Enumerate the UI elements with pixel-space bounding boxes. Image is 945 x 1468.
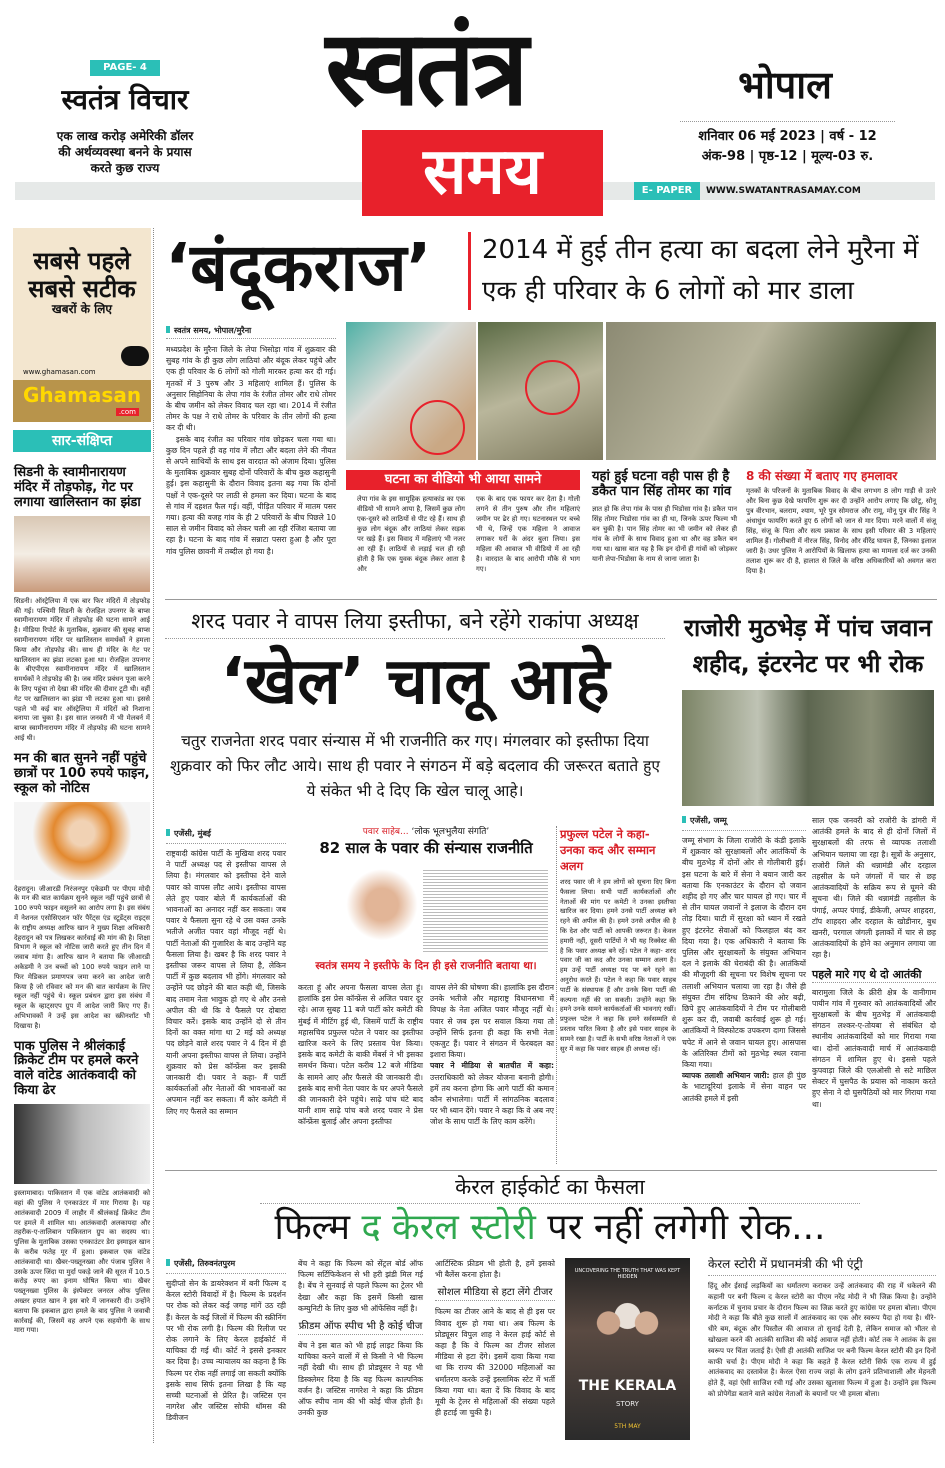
brief-headline[interactable]: सिडनी के स्वामीनारायण मंदिर में तोड़फोड़, गेट पर लगाया खालिस्तान का झंडा xyxy=(14,465,141,510)
kerala-col-1-block xyxy=(166,1258,286,1424)
brief-headline[interactable]: पाक पुलिस ने श्रीलंकाई क्रिकेट टीम पर हमले करने वाले वांटेड आतंकवादी को किया ढेर xyxy=(14,1038,139,1099)
divider xyxy=(166,1273,286,1274)
section-rule xyxy=(165,1170,937,1171)
kerala-subheading: फ्रीडम ऑफ स्पीच भी है कोई चीज xyxy=(298,1320,423,1335)
edition-city: भोपाल xyxy=(738,63,832,107)
rajouri-col-1-block xyxy=(682,815,806,1104)
col3-text: वापस लेने की घोषणा की। हालांकि इस दौरान उनके भतीजे और महाराष्ट्र विधानसभा में विपक्ष के नेता अजित पवार मौजूद नहीं थे। पवार से जब इस पर सवाल किया गया तो उन्होंने सिर्फ इतना ही कहा कि सभी नेता एकजुट हैं। पवार ने संगठन में फेरबदल का इशारा किया। xyxy=(430,983,554,1060)
divider xyxy=(166,338,336,339)
lightning-divider xyxy=(468,232,471,310)
headline-film-name: द केरल स्टोरी xyxy=(361,1207,536,1248)
village-photo xyxy=(606,322,936,460)
divider xyxy=(682,830,806,831)
brief-body: देहरादून। जीआरडी निरंजनपुर एकेडमी पर पीएम मोदी के मन की बात कार्यक्रम सुनने स्कूल नहीं पहुंचे छात्रों से 100 रुपये फाइन वसूलने का आरोप लगा है। इस संबंध में नेशनल एसोसिएशन फॉर पैरेंट्स एंड स्टूडेंट्स राइट्स के राष्ट्रीय अध्यक्ष आरिफ खान ने मुख्य शिक्षा अधिकारी देहरादून को पत्र लिखकर कार्रवाई की मांग की है। शिक्षा विभाग ने स्कूल को नोटिस जारी करते हुए तीन दिन में जवाब मांगा है। आरिफ खान ने बताया कि जीआरडी अकेडमी ने उन बच्चों को 100 रुपये फाइन लाने या फिर मेडिकल प्रमाणपत्र जमा करने का आदेश जारी किया है जो रविवार को मन की बात कार्यक्रम के लिए स्कूल नहीं पहुंचे थे। स्कूल प्रबंधन द्वारा इस संबंध में स्कूल के व्हाट्सएप ग्रुप में आदेश जारी किए गए हैं। अभिभावकों ने उन्हें इस आदेश का स्क्रीनशॉट भी दिखाया है। xyxy=(14,884,150,1030)
sar-sankshipt-label: सार-संक्षिप्त xyxy=(13,430,151,452)
film-poster[interactable] xyxy=(565,1258,690,1440)
brief-headline[interactable]: मन की बात सुनने नहीं पहुंचे छात्रों पर 100 रुपये फाइन, स्कूल को नोटिस xyxy=(14,750,150,796)
highlight-circle xyxy=(525,360,580,415)
video-heading: घटना का वीडियो भी आया सामने xyxy=(346,470,580,490)
rajouri-text: जम्मू संभाग के जिला राजोरी के कंडी इलाके में शुक्रवार को सुरक्षाबलों और आतंकियों के बीच मुठभेड़ में दोनों ओर से गोलीबारी हुई। इस घटना के बारे में सेना ने बयान जारी कर बताया कि एनकाउंटर के दौरान दो जवान शहीद हो गए और चार घायल हो गए। चार में से तीन घायल जवानों ने इलाज के दौरान दम तोड़ दिया। घाटी में सुरक्षा को ध्यान में रखते हुए इंटरनेट सेवाओं को फिलहाल बंद कर दिया गया है। एक अधिकारी ने बताया कि पुलिस और सुरक्षाबलों के संयुक्त अभियान दल ने इलाके की घेराबंदी की है। आतंकियों की मौजूदगी की सूचना पर विशेष सूचना पर तलाशी अभियान चलाया जा रहा है। जैसे ही संयुक्त टीम संदिग्ध ठिकाने की ओर बढ़ी, छिपे हुए आतंकवादियों ने टीम पर गोलीबारी शुरू कर दी, जवाबी कार्रवाई शुरू हो गई। आतंकियों ने विस्फोटक उपकरण दागा जिससे चपेट में आने से जवान घायल हुए। आसपास के अतिरिक्त टीमों को मुठभेड़ स्थल रवाना किया गया। xyxy=(682,836,806,1070)
section-title: स्वतंत्र विचार xyxy=(61,83,189,116)
pawar-col-1: राष्ट्रवादी कांग्रेस पार्टी के मुखिया शरद पवार ने पार्टी अध्यक्ष पद से इस्तीफा वापस ले लिया है। मंगलवार को इस्तीफा देने वाले पवार को वापस लौट आये। इस्तीफा वापस लेते हुए पवार बोले मैं कार्यकर्ताओं की भावनाओं का अनादर नहीं कर सकता। जब पवार ये फैसला सुना रहे थे उस वक्त उनके भतीजे अजीत पवार वहां मौजूद नहीं थे। पार्टी नेताओं की गुजारिश के बाद उन्होंने यह फैसला लिया है। खबर है कि शरद पवार ने इस्तीफा जरूर वापस ले लिया है, लेकिन पार्टी में कुछ बदलाव भी होंगे। मंगलवार को उन्होंने पद छोड़ने की बात कही थी, जिसके बाद तमाम नेता भावुक हो गए थे और उनसे अपील की थी कि वे फैसले पर दोबारा विचार करें। इसके बाद उन्होंने दो से तीन दिनों का वक्त मांगा था 2 मई को अध्यक्ष पद छोड़ने वाले शरद पवार ने 4 दिन में ही यानी अपना इस्तीफा वापस ले लिया। उन्होंने शुक्रवार को प्रेस कॉन्फ्रेंस कर इसकी जानकारी दी। पवार ने कहा- मैं पार्टी कार्यकर्ताओं और नेताओं की भावनाओं का अपमान नहीं कर सकता। मैं कोर कमेटी में लिए गए फैसले का सम्मान xyxy=(166,849,286,1116)
pawar-deck: चतुर राजनेता शरद पवार संन्यास में भी राजनीति कर गए। मंगलवार को इस्तीफा दिया शुक्रवार को फिर लौट आये। साथ ही पवार ने संगठन में बड़े बदलाव की जरूरत बताते हुए ये संकेत भी दे दिए कि खेल चालू आहे। xyxy=(170,732,660,800)
pawar-col-3 xyxy=(430,982,554,1128)
kerala-kicker: केरल हाईकोर्ट का फैसला xyxy=(455,1175,645,1199)
poster-date: 5TH MAY xyxy=(614,1423,641,1430)
brief-body: सिडनी। ऑस्ट्रेलिया में एक बार फिर मंदिरों में तोड़फोड़ की गई। पश्चिमी सिडनी के रोजहिल उपनगर के बाप्स स्वामीनारायण मंदिर में तोड़फोड़ की घटना सामने आई है। मीडिया रिपोर्ट के मुताबिक, शुक्रवार की सुबह बाप्स स्वामीनारायण मंदिर पर खालिस्तान समर्थकों ने हमला किया और तोड़फोड़ की। साथ ही मंदिर के गेट पर खालिस्तान का झंडा लटका हुआ था। रोजहिल उपनगर के बीएपीएस स्वामीनारायण मंदिर में खालिस्तान समर्थकों ने तोड़फोड़ की है। जब मंदिर प्रबंधन पूजा करने के लिए पहुंचा तो देखा की मंदिर की दीवार टूटी थी। वहीं गेट पर खालिस्तान का झंडा भी लटका हुआ था। इससे पहले भी कई बार ऑस्ट्रेलिया में मंदिरों को निशाना बनाया जा चुका है। इस साल जनवरी में भी मेलबर्न में बाप्स स्वामीनारायण मंदिर में तोड़फोड़ की घटना सामने आई थी। xyxy=(14,596,150,742)
kerala-byline: एजेंसी, तिरुवनंतपुरम xyxy=(166,1258,286,1269)
sidebar-briefs xyxy=(14,466,150,1344)
highlight-circle xyxy=(410,400,465,455)
pm-body: हिंदू और ईसाई लड़कियों का धर्मांतरण कराकर उन्हें आतंकवाद की राह में धकेलने की कहानी पर बनी फिल्म द केरल स्टोरी का पीएम नरेंद्र मोदी ने भी जिक्र किया है। उन्होंने कर्नाटक में चुनाव प्रचार के दौरान फिल्म का जिक्र करते हुए कांग्रेस पर हमला बोला। पीएम मोदी ने कहा कि बीते कुछ सालों में आतंकवाद का एक और स्वरूप पैदा हो गया है। धीरे-धीरे बम, बंदूक और पिस्तौल की आवाज तो सुनाई देती है, लेकिन समाज को भीतर से खोखला करने की आतंकी साजिश की कोई आवाज नहीं होती। कोर्ट तक ने आतंक के इस स्वरूप पर चिंता जताई है। ऐसी ही आतंकी साजिश पर बनी फिल्म केरल स्टोरी की इन दिनों काफी चर्चा है। पीएम मोदी ने कहा कि कहते हैं केरल स्टोरी सिर्फ एक राज्य में हुई आतंकवाद का दस्तावेज है। केरल ऐसा राज्य जहां के लोग इतने प्रतिभाशाली और मेहनती होते हैं, वहां ऐसी साजिश रची गई और उसका खुलासा फिल्म में हुआ है। उन्होंने इस फिल्म को प्रोपेगेंडा बताने वाले कांग्रेस नेताओं के बयानों पर भी हमला बोला। xyxy=(708,1282,936,1398)
graphic-kicker-red: पवार साहेब... xyxy=(362,827,409,837)
kerala-col-3-block xyxy=(435,1258,555,1418)
ad-line-3: खबरों के लिए xyxy=(51,302,113,317)
headline-post: पर नहीं लगेगी रोक... xyxy=(547,1207,826,1248)
lead-big-headline[interactable]: ‘बंदूकराज’ xyxy=(165,229,432,306)
pawar-top xyxy=(165,606,665,804)
lead-paragraph: इसके बाद रंजीत का परिवार गांव छोड़कर चला गया था। कुछ दिन पहले ही वह गांव में लौटा और बदला लेने की नीयत से अपने साथियों के साथ इस वारदात को अंजाम दिया। पुलिस के मुताबिक शुक्रवार सुबह दोनों परिवारों के बीच कुछ कहासुनी हुई। इस कहासुनी के दौरान विवाद इतना बढ़ गया कि दोनों पक्षों ने एक-दूसरे पर लाठी से हमला कर दिया। घटना के बाद से गांव में दहशत फैल गई। वहीं, पीड़ित परिवार में मातम पसर गया। हत्या की वजह गांव के ही 2 परिवारों के बीच पिछले 10 साल से जमीन विवाद को लेकर चली आ रही रंजिश बताया जा रहा है। घटना के बाद गांव में सन्नाटा पसरा हुआ है और पूरा गांव पुलिस छावनी में तब्दील हो गया है। xyxy=(166,434,336,556)
kerala-col-1: सुदीप्तो सेन के डायरेक्शन में बनी फिल्म द केरल स्टोरी विवादों में है। फिल्म के प्रदर्शन पर रोक को लेकर कई जगह मांगें उठ रही हैं। केरल के कई जिलों में फिल्म की स्क्रीनिंग पर भी रोक लगी है। फिल्म की रिलीज पर रोक लगाने के लिए केरल हाईकोर्ट में याचिका दी गई थी। कोर्ट ने इससे इनकार कर दिया है। उच्च न्यायालय का कहना है कि फिल्म पर रोक नहीं लगाई जा सकती क्योंकि इसके साथ सिर्फ इतना लिखा है कि यह सच्ची घटनाओं से प्रेरित है। जस्टिस एन नागरेश और जस्टिस सोफी थॉमस की डिवीजन xyxy=(166,1279,286,1423)
col3-lead: पवार ने मीडिया से बातचीत में कहा: xyxy=(430,1061,554,1071)
brief-body: इस्लामाबाद। पाकिस्तान में एक वांटेड आतंकवादी को वहां की पुलिस ने एनकाउंटर में मार गिराया है। यह आतंकवादी 2009 में लाहौर में श्रीलंकाई क्रिकेट टीम पर हमले में शामिल था। आतंकवादी अलकायदा और तहरीक-ए-तालिबान पाकिस्तान ग्रुप का सदस्य था। पुलिस के मुताबिक उसका एनकाउंटर डेरा इस्माइल खान के करीब फतेह मूर में हुआ। इकबाल एक वांटेड आतंकवादी था। खैबर-पख्तूनख्वा और पंजाब पुलिस ने उसके ऊपर जिंदा या मुर्दा पकड़े जाने की सूरत में 10.5 करोड़ रुपए का इनाम घोषित किया था। खैबर पख्तूनख्वा पुलिस के इंस्पेक्टर जनरल ऑफ पुलिस अख्तर हयात खान ने इस बारे में जानकारी दी। उन्होंने बताया कि इकबाल द्वारा हमले के बाद पुलिस ने जवाबी कार्रवाई की, जिसमें वह अपने एक सहयोगी के साथ मारा गया। xyxy=(14,1189,150,1335)
attackers-body: मृतकों के परिजनों के मुताबिक विवाद के बीच लगभग 8 लोग गाड़ी से उतरे और बिना कुछ देखे फायरिंग शुरू कर दी उन्होंने आरोप लगाए कि छोटू, सोनू पुत्र वीरभान, बलराम, श्याम, भूरे पुत्र सोमराज और रामू, मोनू पुत्र वीर सिंह ने अंधाधुंध फायरिंग करते हुए 6 लोगों को जान से मार दिया। मरने वालों में संजू सिंह, संजू के पिता और सत्य प्रकाश के साथ इसी परिवार की 3 महिलाएं शामिल हैं। गोलीबारी में नीरज सिंह, विनोद और वीरेंद्र घायल हैं, जिनका इलाज जारी है। उधर पुलिस ने आरोपियों के खिलाफ हत्या का मामला दर्ज कर उनकी तलाश शुरू कर दी है, हालात से जिले के वरिष्ठ अधिकारियों को अवगत करा दिया है। xyxy=(746,486,936,575)
poster-subtitle: STORY xyxy=(616,1400,639,1408)
clipping-lines xyxy=(423,868,548,953)
headline-pre: फिल्म xyxy=(274,1207,351,1248)
ad-brand: Ghamasan xyxy=(22,383,142,407)
ghamasan-ad[interactable] xyxy=(13,228,151,416)
ad-line-1: सबसे पहले xyxy=(33,247,131,275)
pawar-kicker[interactable]: शरद पवार ने वापस लिया इस्तीफा, बने रहेंगे राकांपा अध्यक्ष xyxy=(165,606,665,639)
website-link[interactable]: WWW.SWATANTRASAMAY.COM xyxy=(706,186,861,196)
video-col-1: लेपा गांव के इस सामूहिक हत्याकांड का एक वीडियो भी सामने आया है, जिसमें कुछ लोग एक-दूसरे को लाठियों से पीट रहे हैं। साथ ही कुछ लोग बंदूक और लाठियां लेकर सड़क पर खड़े हैं। इस विवाद में महिलाएं भी नजर आ रही हैं। लाठियों से लड़ाई चल ही रही होती है कि एक युवक बंदूक लेकर आता है और xyxy=(357,495,465,573)
ad-brand-suffix: .com xyxy=(116,408,139,416)
logo-bottom-box xyxy=(362,130,603,216)
rajouri-col-2-block xyxy=(812,815,936,1110)
rajouri-col-1 xyxy=(682,835,806,1104)
pawar-photo xyxy=(338,866,418,952)
column-divider xyxy=(556,826,557,1164)
temple-photo xyxy=(14,516,150,592)
page-badge: PAGE- 4 xyxy=(90,60,160,76)
poster-tagline: UNCOVERING THE TRUTH THAT WAS KEPT HIDDEN xyxy=(574,1268,681,1280)
soldiers-photo xyxy=(682,690,934,806)
kerala-col-2-block xyxy=(298,1258,423,1418)
sidebar-divider xyxy=(153,228,154,1443)
rajouri-subheading: पहले मारे गए थे दो आतंकी xyxy=(812,967,936,983)
logo-bottom: समय xyxy=(423,135,542,209)
poster-title: THE KERALA xyxy=(578,1378,677,1394)
kerala-col-3b: फिल्म का टीजर आने के बाद से ही इस पर विवाद शुरू हो गया था। अब फिल्म के प्रोड्यूसर विपुल शाह ने केरल हाई कोर्ट से कहा है कि वे फिल्म का टीजर सोशल मीडिया से हटा देंगे। इसमें दावा किया गया था कि राज्य की 32000 महिलाओं का धर्मांतरण करके उन्हें इस्लामिक स्टेट में भर्ती किया गया था। बता दें कि विवाद के बाद मूवी के ट्रेलर से महिलाओं की संख्या पहले ही हटाई जा चुकी है। xyxy=(435,1307,555,1418)
lead-byline: स्वतंत्र समय, भोपाल/मुरैना xyxy=(166,325,251,336)
rajouri-col-2-tail: बारामुला जिले के क्रीरी क्षेत्र के वानीगाम पायीन गांव में गुरुवार को आतंकवादियों और सुरक्षाबलों के बीच मुठभेड़ में आतंकवादी संगठन लश्कर-ए-तोयबा से संबंधित दो स्थानीय आतंकवादियों को मार गिराया गया था। दोनों आतंकवादी मार्च में आतंकवादी संगठन में शामिल हुए थे। इससे पहले कुपवाड़ा जिले की एलओसी से सटे माछिल सेक्टर में घुसपैठ के प्रयास को नाकाम करते हुए सेना ने दो घुसपैठियों को मार गिराया गया था। xyxy=(812,987,936,1109)
kerala-subheading: सोशल मीडिया से हटा लेंगे टीजर xyxy=(435,1286,555,1301)
praful-body: शरद पवार जी ने हम लोगों को सूचना दिए बिना फैसला लिया। सभी पार्टी कार्यकर्ताओं और नेताओं की मांग पर कमेटी ने उनका इस्तीफा खारिज कर दिया। हमने उनसे पार्टी अध्यक्ष बने रहने की अपील की है। हमने उनसे अपील की है कि देश और पार्टी को आपकी जरूरत है। केवल हमारी नहीं, दूसरी पार्टियों ने भी यह रिक्वेस्ट की है कि पवार अध्यक्ष बने रहें। पटेल ने कहा- शरद पवार जी का कद और उनका सम्मान अलग है। हम उन्हें पार्टी अध्यक्ष पद पर बने रहने का अनुरोध करते हैं। पटेल ने कहा कि पवार साहब पार्टी के संस्थापक हैं और उनके बिना पार्टी की कल्पना नहीं की जा सकती। उन्होंने कहा कि हमने उनके सामने कार्यकर्ताओं की भावनाएं रखीं। प्रफुल्ल पटेल ने कहा कि हमने सर्वसम्मति से प्रस्ताव पारित किया है और इसे पवार साहब के सामने रखा है। पार्टी के सभी वरिष्ठ नेताओं ने एक सुर में कहा कि पवार साहब ही अध्यक्ष रहें। xyxy=(560,878,676,1053)
praful-block xyxy=(560,826,676,1054)
terrorist-photo xyxy=(14,1104,150,1184)
kerala-col-2b: बेंच ने इस बात को भी हाई लाइट किया कि याचिका करने वालों में से किसी ने भी फिल्म नहीं देखी थी। साथ ही प्रोड्यूसर ने यह भी डिस्क्लेमर दिया है कि यह फिल्म काल्पनिक वर्जन है। जस्टिस नागरेश ने कहा कि फ्रीडम ऑफ स्पीच नाम की भी कोई चीज होती है। उनकी कुछ xyxy=(298,1341,423,1418)
epaper-badge[interactable]: E- PAPER xyxy=(634,182,700,200)
date-line: शनिवार 06 मई 2023 | वर्ष - 12 xyxy=(698,129,877,144)
pawar-byline: एजेंसी, मुंबई xyxy=(166,828,286,839)
kerala-col-2: बेंच ने कहा कि फिल्म को सेंट्रल बोर्ड ऑफ फिल्म सर्टिफिकेशन से भी हरी झंडी मिल गई है। बेंच ने सुनवाई से पहले फिल्म का ट्रेलर भी देखा और कहा कि इसमें किसी खास कम्युनिटी के लिए कुछ भी ऑफेंसिव नहीं है। xyxy=(298,1259,423,1313)
graphic-caption: स्वतंत्र समय ने इस्तीफे के दिन ही इसे राजनीति बताया था। xyxy=(315,960,537,972)
attackers-block xyxy=(746,470,936,576)
divider xyxy=(166,843,286,844)
rajouri-tail: हाल ही पुंछ के भाटादूरियां इलाके में सेना वाहन पर आतंकी हमले में इसी xyxy=(682,1071,806,1103)
divider xyxy=(680,121,895,122)
modi-photo xyxy=(14,802,150,880)
pawar-col-2: करता हूं और अपना फैसला वापस लेता हूं। हालांकि इस प्रेस कॉन्फ्रेंस से अजित पवार दूर रहे। आज सुबह 11 बजे पार्टी कोर कमेटी की मुंबई में मीटिंग हुई थी, जिसमें पार्टी के राष्ट्रीय महासचिव प्रफुल्ल पटेल ने पवार का इस्तीफा खारिज करने के लिए प्रस्ताव पेश किया। इसके बाद कमेटी के बाकी मेंबर्स ने भी इसका समर्थन किया। पटेल करीब 12 बजे मीडिया के सामने आए और फैसले की जानकारी दी। इसके बाद सभी नेता पवार के घर अपने फैसले की जानकारी देने पहुंचे। साढ़े पांच घंटे बाद यानी शाम साढ़े पांच बजे शरद पवार ने प्रेस कॉन्फ्रेंस बुलाई और अपना इस्तीफा xyxy=(298,983,423,1127)
pm-heading: केरल स्टोरी में प्रधानमंत्री की भी एंट्री xyxy=(708,1256,936,1276)
dacoit-heading: यहां हुई घटना वही पास ही है डकैत पान सिंह तोमर का गांव xyxy=(592,469,732,499)
attackers-heading: 8 की संख्या में बताए गए हमलावर xyxy=(746,469,898,483)
praful-heading: प्रफुल्ल पटेल ने कहा- उनका कद और सम्मान अलग xyxy=(560,827,656,873)
pawar-headline[interactable]: ‘खेल’ चालू आहे xyxy=(220,645,610,719)
pawar-graphic xyxy=(298,824,554,974)
pm-block xyxy=(708,1256,936,1400)
section-rule xyxy=(165,599,937,600)
lead-headline[interactable]: 2014 में हुई तीन हत्या का बदला लेने मुरैना में एक ही परिवार के 6 लोगों को मार डाला xyxy=(482,235,919,306)
poster-faces xyxy=(580,1288,675,1358)
lead-paragraph: मध्यप्रदेश के मुरैना जिले के लेपा भिसोड़ा गांव में शुक्रवार की सुबह गांव के ही कुछ लोग लाठियां और बंदूक लेकर पहुंचे और एक ही परिवार के 6 लोगों को गोली मारकर हत्या कर दी गई। मृतकों में 3 पुरुष और 3 महिलाएं शामिल हैं। पुलिस के अनुसार सिहोनिया के लेपा गांव के रंजीत तोमर और राधे तोमर के बीच जमीन को लेकर विवाद चल रहा था। 2014 में रंजीत तोमर के पक्ष ने राधे तोमर के परिवार के तीन लोगों की हत्या कर दी थी। xyxy=(166,345,336,433)
graphic-title: 82 साल के पवार की संन्यास राजनीति xyxy=(319,839,533,857)
lead-body xyxy=(166,344,336,557)
mouse-icon xyxy=(121,346,149,366)
rajouri-headline[interactable]: राजोरी मुठभेड़ में पांच जवान शहीद, इंटरनेट पर भी रोक xyxy=(684,614,932,678)
kerala-col-3: आर्टिस्टिक फ्रीडम भी होती है, हमें इसको भी बैलेंस करना होता है। xyxy=(435,1259,555,1280)
dacoit-body: ज्ञात हो कि लेपा गांव के पास ही भिडोसा गांव है। डकैत पान सिंह तोमर भिडोसा गांव का ही था, जिनके ऊपर फिल्म भी बन चुकी है। पान सिंह तोमर का भी जमीन को लेकर ही गांव के लोगों के साथ विवाद हुआ था और वह डकैत बन गया था। खास बात यह है कि इन दोनों ही गांवों को जोड़कर यानी लेपा-भिडोसा के नाम से जाना जाता है। xyxy=(592,504,737,563)
video-col-2: एक के बाद एक फायर कर देता है। गोली लगने से तीन पुरुष और तीन महिलाएं जमीन पर ढेर हो गए। घटनास्थल पर बच्चे भी थे, जिन्हें एक महिला ने आवाज लगाकर घरों के अंदर बुला लिया। इस महिला की आवाज भी वीडियो में आ रही है। वारदात के बाद आरोपी मौके से भाग गए। xyxy=(476,495,580,573)
dacoit-block xyxy=(592,470,737,564)
section-teaser[interactable]: एक लाख करोड़ अमेरिकी डॉलर की अर्थव्यवस्था बनने के प्रयास करते कुछ राज्य xyxy=(56,129,194,175)
issue-line: अंक-98 | पृष्ठ-12 | मूल्य-03 रु. xyxy=(701,149,874,164)
rajouri-byline: एजेंसी, जम्मू xyxy=(682,815,806,826)
rajouri-lead: व्यापक तलाशी अभियान जारी: xyxy=(682,1071,770,1081)
graphic-kicker: ‘लोक भूलभुलैया संगति’ xyxy=(411,827,490,837)
logo-top: स्वतंत्र xyxy=(325,7,525,129)
pawar-col-1-block xyxy=(166,828,286,1117)
rajouri-col-2: साल एक जनवरी को राजोरी के डांगरी में आतंकी हमले के बाद से ही दोनों जिलों में सुरक्षाबलों की तरफ से व्यापक तलाशी अभियान चलाया जा रहा है। सूत्रों के अनुसार, राजोरी जिले की थन्नामंडी और दरहाल तहसील के घने जंगलों में चार से छह आतंकवादियों के सक्रिय रूप से घूमने की सूचना थी। जिले की थन्नामंडी तहसील के पंगाई, अप्पर पंगाई, डीकेजी, अप्पर शाहदरा, टॉप शाहदरा और दरहाल के खोडीनार, बुध खनरी, परगाल जंगली इलाकों में चार से छह आतंकवादियों के होने का अनुमान लगाया जा रहा है। xyxy=(812,816,936,960)
ad-site: www.ghamasan.com xyxy=(23,368,96,376)
ad-line-2: सबसे सटीक xyxy=(28,274,136,303)
col3-tail: उत्तराधिकारी को लेकर योजना बनानी होगी। हमें तय करना होगा कि आगे पार्टी की कमान कौन संभालेगा। पार्टी में सांगठनिक बदलाव पर भी ध्यान देंगे। पवार ने कहा कि वे अब नए जोश के साथ पार्टी के लिए काम करेंगे। xyxy=(430,1072,554,1127)
kerala-headline[interactable] xyxy=(165,1204,935,1252)
ad-brand-bar xyxy=(13,380,151,422)
